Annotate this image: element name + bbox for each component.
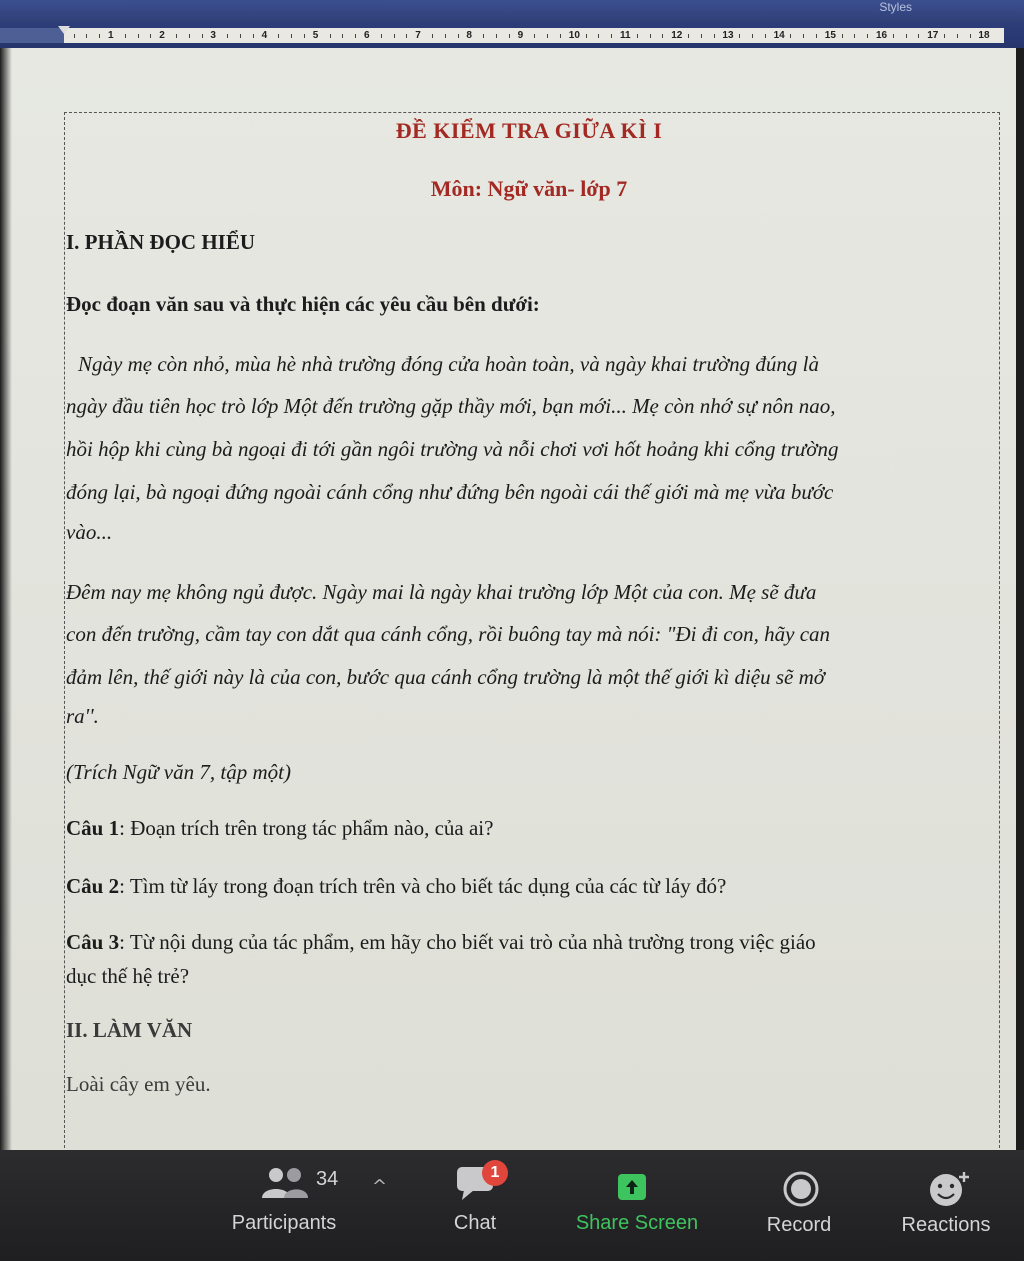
ruler-tick [432,34,433,38]
ruler-tick [752,34,753,38]
record-button[interactable] [744,1150,854,1261]
ruler-tick [598,34,599,38]
participants-label: Participants [231,1212,337,1234]
section1-heading: I. PHẦN ĐỌC HIỂU [66,230,256,254]
record-label: Record [766,1214,832,1236]
ruler-tick [202,34,203,38]
ruler-tick [765,34,766,38]
ruler-tick [509,34,510,38]
word-ribbon-bottom [0,0,1024,22]
question-3 [66,930,816,955]
ruler-tick [701,34,702,38]
indent-marker-icon[interactable] [58,26,70,34]
ruler-tick [957,34,958,38]
question-2 [66,874,726,899]
ruler-tick [176,34,177,38]
question-label: Câu 2 [66,874,120,898]
ruler-tick [138,34,139,38]
ruler-tick [99,34,100,38]
ruler-tick [906,34,907,38]
ruler-tick [74,34,75,38]
ruler-tick [688,34,689,38]
ruler-tick [394,34,395,38]
question-1 [66,816,493,841]
ruler-number: 17 [927,30,939,41]
ruler-tick [330,34,331,38]
ruler-tick [253,34,254,38]
ruler-tick [944,34,945,38]
passage-line: con đến trường, cầm tay con dắt qua cánh cổng, rồi buông tay mà nói: "Đi đi con, hãy can [66,622,831,646]
ruler-tick [189,34,190,38]
ruler-tick [355,34,356,38]
ruler-tick [970,34,971,38]
passage-line: Đêm nay mẹ không ngủ được. Ngày mai là ngày khai trường lớp Một của con. Mẹ sẽ đưa [66,580,817,604]
question-text: : Đoạn trích trên trong tác phẩm nào, của ai? [119,816,494,840]
ruler-tick [739,34,740,38]
share-screen-label: Share Screen [575,1212,699,1234]
caret-up-icon[interactable]: ^ [372,1176,388,1197]
section2-heading: II. LÀM VĂN [66,1018,193,1042]
ruler-number: 8 [466,30,472,41]
ruler-number: 5 [312,30,319,41]
ruler-tick [150,34,151,38]
ruler-tick [381,34,382,38]
ruler-tick [483,34,484,38]
ruler-tick [790,34,791,38]
question-label: Câu 1 [66,816,120,840]
ruler-tick [227,34,228,38]
ruler-tick [893,34,894,38]
ruler-number: 11 [620,30,631,41]
ruler-number: 13 [722,30,734,41]
ruler-tick [637,34,638,38]
question-label: Câu 3 [66,930,120,954]
ruler-number: 10 [568,30,580,41]
ruler-left-margin [0,28,64,43]
ruler-number: 14 [773,30,785,41]
record-icon [782,1170,820,1208]
reactions-icon [928,1170,972,1208]
left-edge-shadow [0,48,12,1150]
chat-button[interactable] [420,1150,530,1261]
ruler-tick [854,34,855,38]
ruler-tick [496,34,497,38]
question-text: : Tìm từ láy trong đoạn trích trên và cho biết tác dụng của các từ láy đó? [119,874,727,898]
ruler-number: 2 [159,30,165,41]
ruler-tick [125,34,126,38]
chat-unread-badge: 1 [482,1160,508,1186]
chat-label: Chat [453,1212,497,1234]
ruler-number: 7 [415,30,421,41]
ruler-tick [278,34,279,38]
ruler-number: 18 [978,30,990,41]
ruler-tick [611,34,612,38]
ruler-tick [445,34,446,38]
instruction-text: Đọc đoạn văn sau và thực hiện các yêu cầu bên dưới: [66,292,540,316]
participants-icon [260,1166,310,1200]
ruler-tick [560,34,561,38]
ruler-tick [918,34,919,38]
ruler-tick [534,34,535,38]
ruler-tick [816,34,817,38]
ruler-tick [342,34,343,38]
ruler-tick [304,34,305,38]
ruler-number: 6 [364,30,370,41]
passage-line: ngày đầu tiên học trò lớp Một đến trường gặp thầy mới, bạn mới... Mẹ còn nhớ sự nôn nao, [66,394,836,418]
ruler-tick [547,34,548,38]
ruler-tick [291,34,292,38]
ruler-tick [650,34,651,38]
ruler-tick [586,34,587,38]
ruler-tick [240,34,241,38]
passage-line: Ngày mẹ còn nhỏ, mùa hè nhà trường đóng cửa hoàn toàn, và ngày khai trường đúng là [78,352,819,376]
ruler-tick [406,34,407,38]
ruler-number: 15 [824,30,836,41]
question-3-continued: dục thế hệ trẻ? [66,964,190,988]
share-screen-button[interactable] [556,1150,718,1261]
essay-prompt: Loài cây em yêu. [66,1072,211,1096]
ruler-number: 9 [517,30,524,41]
ruler-number: 4 [261,30,268,41]
page-title: ĐỀ KIỂM TRA GIỮA KÌ I [395,118,663,143]
passage-line: ra''. [66,704,99,728]
passage-line: đóng lại, bà ngoại đứng ngoài cánh cổng như đứng bên ngoài cái thế giới mà mẹ vừa bước [66,480,834,504]
question-text: : Từ nội dung của tác phẩm, em hãy cho biết vai trò của nhà trường trong việc giáo [119,930,816,954]
reactions-label: Reactions [901,1214,991,1236]
horizontal-ruler[interactable] [0,22,1024,48]
source-citation: (Trích Ngữ văn 7, tập một) [66,760,291,784]
ruler-tick [458,34,459,38]
passage-line: hồi hộp khi cùng bà ngoại đi tới gần ngôi trường và nỗi chơi vơi hốt hoảng khi cổng trường [66,437,839,461]
passage-line: đảm lên, thế giới này là của con, bước qua cánh cổng trường là một thế giới kì diệu sẽ mở [66,665,825,689]
passage-line: vào... [66,520,113,544]
ruler-number: 12 [671,30,683,41]
ruler-number: 1 [108,30,114,41]
ruler-tick [867,34,868,38]
subject-line: Môn: Ngữ văn- lớp 7 [430,176,628,201]
reactions-button[interactable] [884,1150,1008,1261]
participants-count: 34 [316,1168,339,1190]
ruler-tick [662,34,663,38]
participants-button[interactable] [214,1150,354,1261]
ruler-number: 16 [876,30,888,41]
ruler-tick [803,34,804,38]
ruler-number: 3 [210,30,216,41]
ruler-tick [842,34,843,38]
right-edge [1016,48,1024,1150]
ruler-tick [86,34,87,38]
meeting-controls-bar [0,1150,1024,1261]
share-screen-icon [616,1172,656,1202]
styles-group-label[interactable]: Styles [879,0,912,14]
ruler-tick [714,34,715,38]
